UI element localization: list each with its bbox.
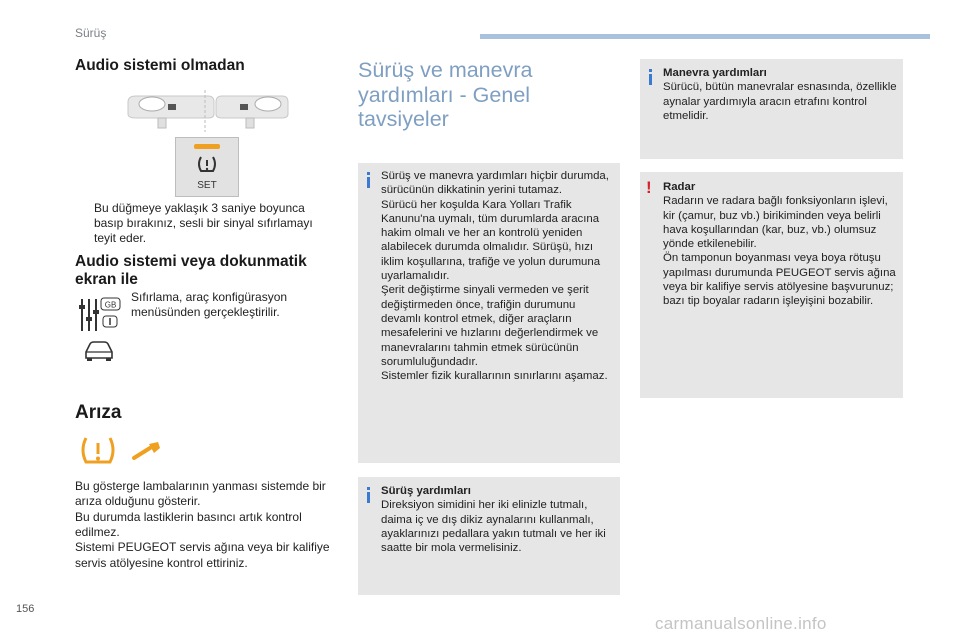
general-line: Sürüş ve manevra yardımları hiçbir durumda, sürücünün dikkatinin yerini tutamaz. [381,170,609,197]
heading-audio-without: Audio sistemi olmadan [75,57,245,74]
section-header: Sürüş [75,26,107,40]
heading-fault: Arıza [75,402,122,423]
tpms-warning-lamp-icon [78,435,118,467]
driving-aids-text [381,484,614,555]
fault-text-1: Bu gösterge lambalarının yanması sistemde bir arıza olduğunu gösterir. [75,479,326,509]
watermark: carmanualsonline.info [655,614,827,633]
radar-text [663,180,897,309]
heading-audio-with: Audio sistemi veya dokunmatik ekran ile [75,253,307,288]
warning-icon: ! [646,178,652,197]
header-rule [480,34,930,39]
page-number: 156 [16,603,35,615]
driving-aids-title: Sürüş yardımları [381,485,471,497]
manoeuvre-aids-box [640,59,903,159]
general-advice-box [358,163,620,463]
general-line: Sürücü her koşulda Kara Yolları Trafik Kanunu'na uymalı, tüm durumlarda aracına hakim olmalı ve her an kontrolü yeniden alabilecek durumda olmalıdır. Sürüşü, hızı iklim koşullarına, trafiğe ve yolun durumuna uyarlamalıdır. [381,198,601,283]
general-line: Şerit değiştirme sinyali vermeden ve şerit değiştirmeden önce, trafiğin durumunu devamlı kontrol etmek, diğer araçların mesafelerini ve hızlarını değerlendirmek ve manevralarını tahmin etmek sürücünün sorumluluğundadır. [381,284,599,368]
radar-box [640,172,903,398]
radar-title: Radar [663,181,696,193]
settings-sliders-icon [76,295,122,335]
main-title: Sürüş ve manevra yardımları - Genel tavsiyeler [358,58,533,131]
general-advice-text [381,169,614,383]
car-icon [82,338,116,362]
audio-with-instruction: Sıfırlama, araç konfigürasyon menüsünden gerçekleştirilir. [131,290,288,320]
wrench-icon [130,440,162,464]
audio-without-instruction: Bu düğmeye yaklaşık 3 saniye boyunca basıp bırakınız, sesli bir sinyal sıfırlamayı teyit eder. [94,201,313,246]
radar-line: Radarın ve radara bağlı fonksiyonların işlevi, kir (çamur, buz vb.) birikiminden veya belirli hava koşullarından (kar, buz, vb.) olumsuz yönde etkilenebilir. [663,195,888,251]
tpms-set-button-icon [175,137,239,197]
gb-badge-label: GB [104,300,117,310]
dashboard-left-icon [128,96,214,128]
driving-aids-box [358,477,620,595]
general-line: Sistemler fizik kurallarının sınırlarını aşamaz. [381,370,608,383]
set-button-label: SET [197,180,217,191]
fault-text-2: Bu durumda lastiklerin basıncı artık kontrol edilmez. Sistemi PEUGEOT servis ağına veya bir kalifiye servis atölyesine kontrol ettiriniz. [75,510,330,570]
manoeuvre-aids-body: Sürücü, bütün manevralar esnasında, özellikle aynalar yardımıyla aracın etrafını kontrol etmelidir. [663,81,897,122]
dashboard-illustration [120,90,290,132]
driving-aids-body: Direksiyon simidini her iki elinizle tutmalı, daima iç ve dış dikiz aynalarını kullanmalı, ayaklarınızı pedallara yakın tutmalı ve her iki saatte bir mola vermelisiniz. [381,499,606,555]
dashboard-right-icon [216,96,288,128]
manoeuvre-aids-text [663,66,897,123]
manoeuvre-aids-title: Manevra yardımları [663,67,767,79]
tpms-symbol-icon [195,154,219,174]
radar-line: Ön tamponun boyanması veya boya rötuşu yapılması durumunda PEUGEOT servis ağına veya bir kalifiye servis atölyesine başvurunuz; bazı tip boyalar radarın işleyişini bozabilir. [663,252,896,308]
